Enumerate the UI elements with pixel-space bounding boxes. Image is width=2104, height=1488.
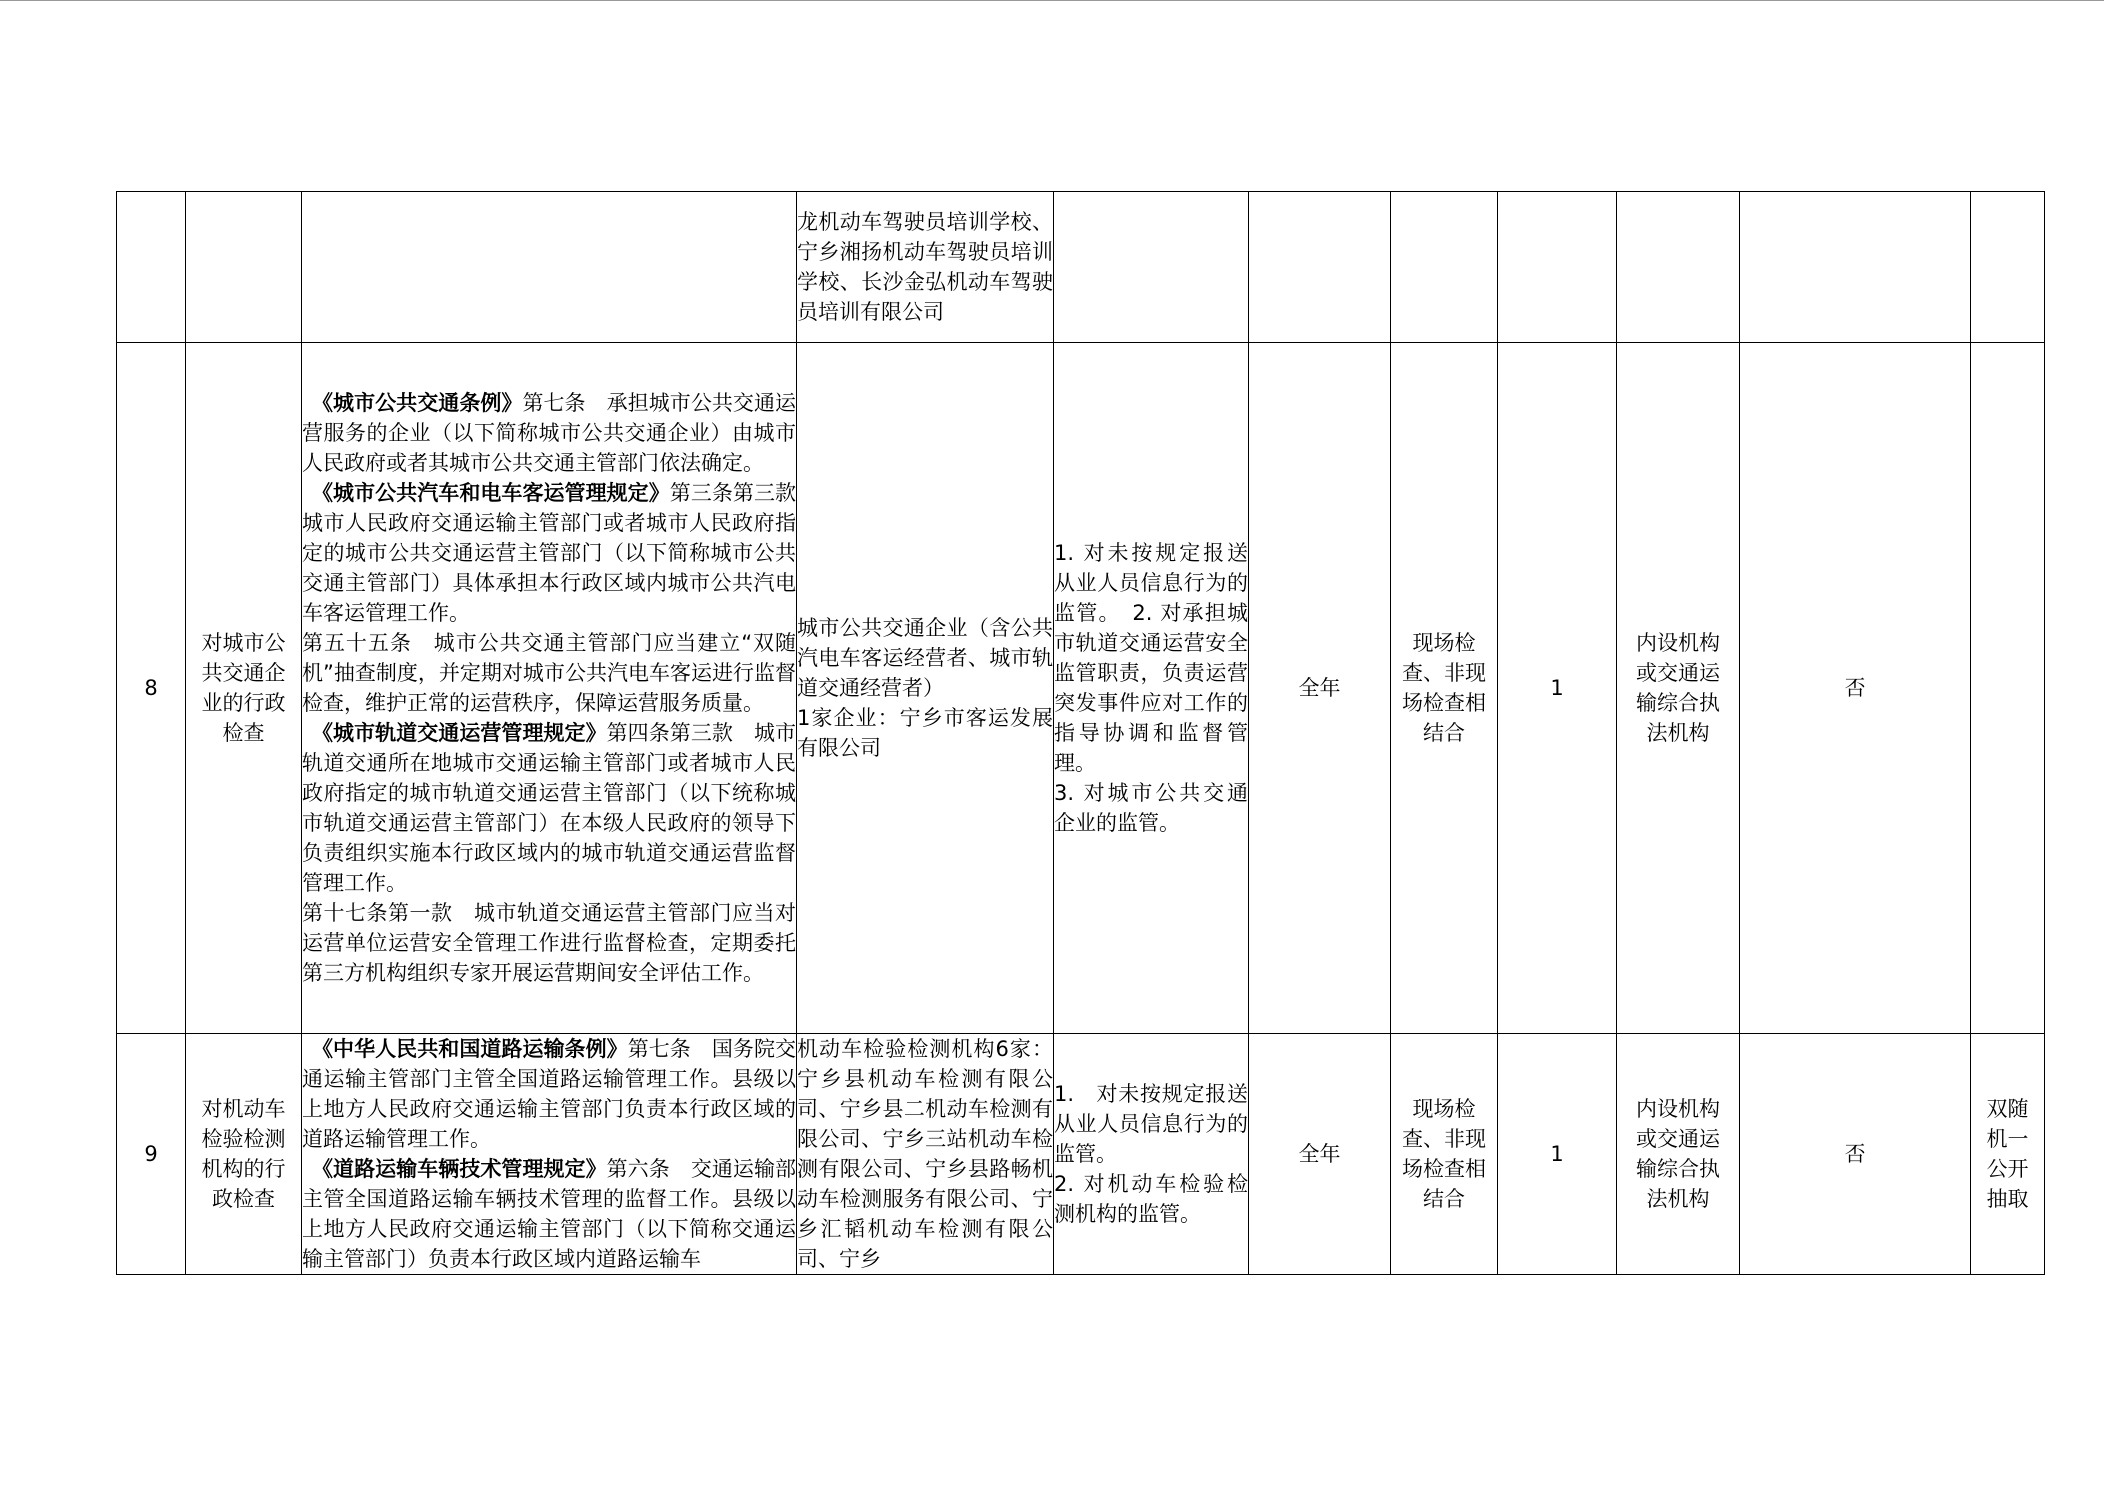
table-row — [117, 1034, 2045, 1275]
inspection-period: 全年 — [1249, 343, 1391, 1034]
basis-paragraph — [302, 388, 796, 478]
objects-scope: 城市公共交通企业（含公共汽电车客运经营者、城市轨道交通经营者） — [797, 616, 1053, 700]
inspection-subject: 内设机构或交通运输综合执法机构 — [1617, 1034, 1740, 1275]
inspection-ratio — [1498, 192, 1617, 343]
regulation-text: 第三条第三款 城市人民政府交通运输主管部门或者城市人民政府指定的城市公共交通运营主管部门（以下简称城市公共交通主管部门）具体承担本行政区域内城市公共汽电车客运管理工作。 — [302, 481, 818, 625]
table-row — [117, 343, 2045, 1034]
basis-paragraph: 第五十五条 城市公共交通主管部门应当建立“双随机”抽查制度，并定期对城市公共汽电车客运进行监督检查，维护正常的运营秩序，保障运营服务质量。 — [302, 631, 796, 715]
content-item: 2. 对机动车检验检测机构的监管。 — [1054, 1172, 1248, 1226]
objects-list: 1家企业：宁乡市客运发展有限公司 — [797, 706, 1053, 760]
content-item: 1. 对未按规定报送从业人员信息行为的监管。 2. 对承担城市轨道交通运营安全监管职责，负责运营突发事件应对工作的指导协调和监督管理。 — [1054, 541, 1248, 775]
regulation-text: 第七条 国务院交通运输主管部门主管全国道路运输管理工作。县级以上地方人民政府交通运输主管部门负责本行政区域的道路运输管理工作。 — [302, 1037, 797, 1151]
content-item: 3. 对城市公共交通企业的监管。 — [1054, 781, 1248, 835]
joint-inspection: 否 — [1740, 343, 1971, 1034]
inspection-content — [1054, 192, 1249, 343]
regulation-title: 《道路运输车辆技术管理规定》 — [312, 1157, 607, 1181]
inspection-content — [1054, 343, 1249, 1034]
regulation-title: 《城市公共交通条例》 — [312, 391, 523, 415]
remark: 双随机一公开抽取 — [1971, 1034, 2045, 1275]
inspection-ratio: 1 — [1498, 1034, 1617, 1275]
basis-paragraph — [302, 718, 796, 898]
regulation-text: 第六条 交通运输部主管全国道路运输车辆技术管理的监督工作。县级以上地方人民政府交通运输主管部门（以下简称交通运输主管部门）负责本行政区域内道路运输车 — [302, 1157, 797, 1271]
joint-inspection — [1740, 192, 1971, 343]
legal-basis — [302, 1034, 797, 1275]
item-name — [186, 192, 302, 343]
legal-basis — [302, 343, 818, 1034]
inspection-method: 现场检查、非现场检查相结合 — [1391, 343, 1498, 1034]
inspection-method — [1391, 192, 1498, 343]
inspection-subject: 内设机构或交通运输综合执法机构 — [1617, 343, 1740, 1034]
item-name: 对机动车检验检测机构的行政检查 — [186, 1034, 302, 1275]
remark — [1971, 192, 2045, 343]
content-item: 1. 对未按规定报送从业人员信息行为的监管。 — [1054, 1082, 1248, 1166]
inspection-subject — [1617, 192, 1740, 343]
page-top-rule — [0, 0, 2104, 1]
regulation-title: 《中华人民共和国道路运输条例》 — [312, 1037, 628, 1061]
regulation-text: 第七条 承担城市公共交通运营服务的企业（以下简称城市公共交通企业）由城市人民政府或者其城市公共交通主管部门依法确定。 — [302, 391, 797, 475]
basis-paragraph — [302, 478, 818, 628]
inspection-objects: 机动车检验检测机构6家：宁乡县机动车检测有限公司、宁乡县二机动车检测有限公司、宁乡三站机动车检测有限公司、宁乡县路畅机动车检测服务有限公司、宁乡汇韬机动车检测有限公司、宁乡 — [797, 1034, 1054, 1275]
regulation-title: 《城市轨道交通运营管理规定》 — [312, 721, 607, 745]
joint-inspection: 否 — [1740, 1034, 1971, 1275]
regulation-title: 《城市公共汽车和电车客运管理规定》 — [312, 481, 670, 505]
basis-paragraph: 第十七条第一款 城市轨道交通运营主管部门应当对运营单位运营安全管理工作进行监督检查，定期委托第三方机构组织专家开展运营期间安全评估工作。 — [302, 901, 796, 985]
row-number: 8 — [117, 343, 186, 1034]
inspection-table — [116, 191, 2045, 1275]
inspection-objects: 龙机动车驾驶员培训学校、宁乡湘扬机动车驾驶员培训学校、长沙金弘机动车驾驶员培训有限公司 — [797, 192, 1054, 343]
inspection-ratio: 1 — [1498, 343, 1617, 1034]
inspection-period: 全年 — [1249, 1034, 1391, 1275]
legal-basis — [302, 192, 797, 343]
table-row — [117, 192, 2045, 343]
basis-paragraph — [302, 1154, 796, 1274]
remark — [1971, 343, 2045, 1034]
inspection-period — [1249, 192, 1391, 343]
item-name: 对城市公共交通企业的行政检查 — [186, 343, 302, 1034]
inspection-method: 现场检查、非现场检查相结合 — [1391, 1034, 1498, 1275]
row-number: 9 — [117, 1034, 186, 1275]
basis-paragraph — [302, 1034, 796, 1154]
inspection-content — [1054, 1034, 1249, 1275]
regulation-text: 第四条第三款 城市轨道交通所在地城市交通运输主管部门或者城市人民政府指定的城市轨道交通运营主管部门（以下统称城市轨道交通运营主管部门）在本级人民政府的领导下负责组织实施本行政区域内的城市轨道交通运营监督管理工作。 — [302, 721, 797, 895]
row-number — [117, 192, 186, 343]
inspection-objects — [797, 343, 1054, 1034]
